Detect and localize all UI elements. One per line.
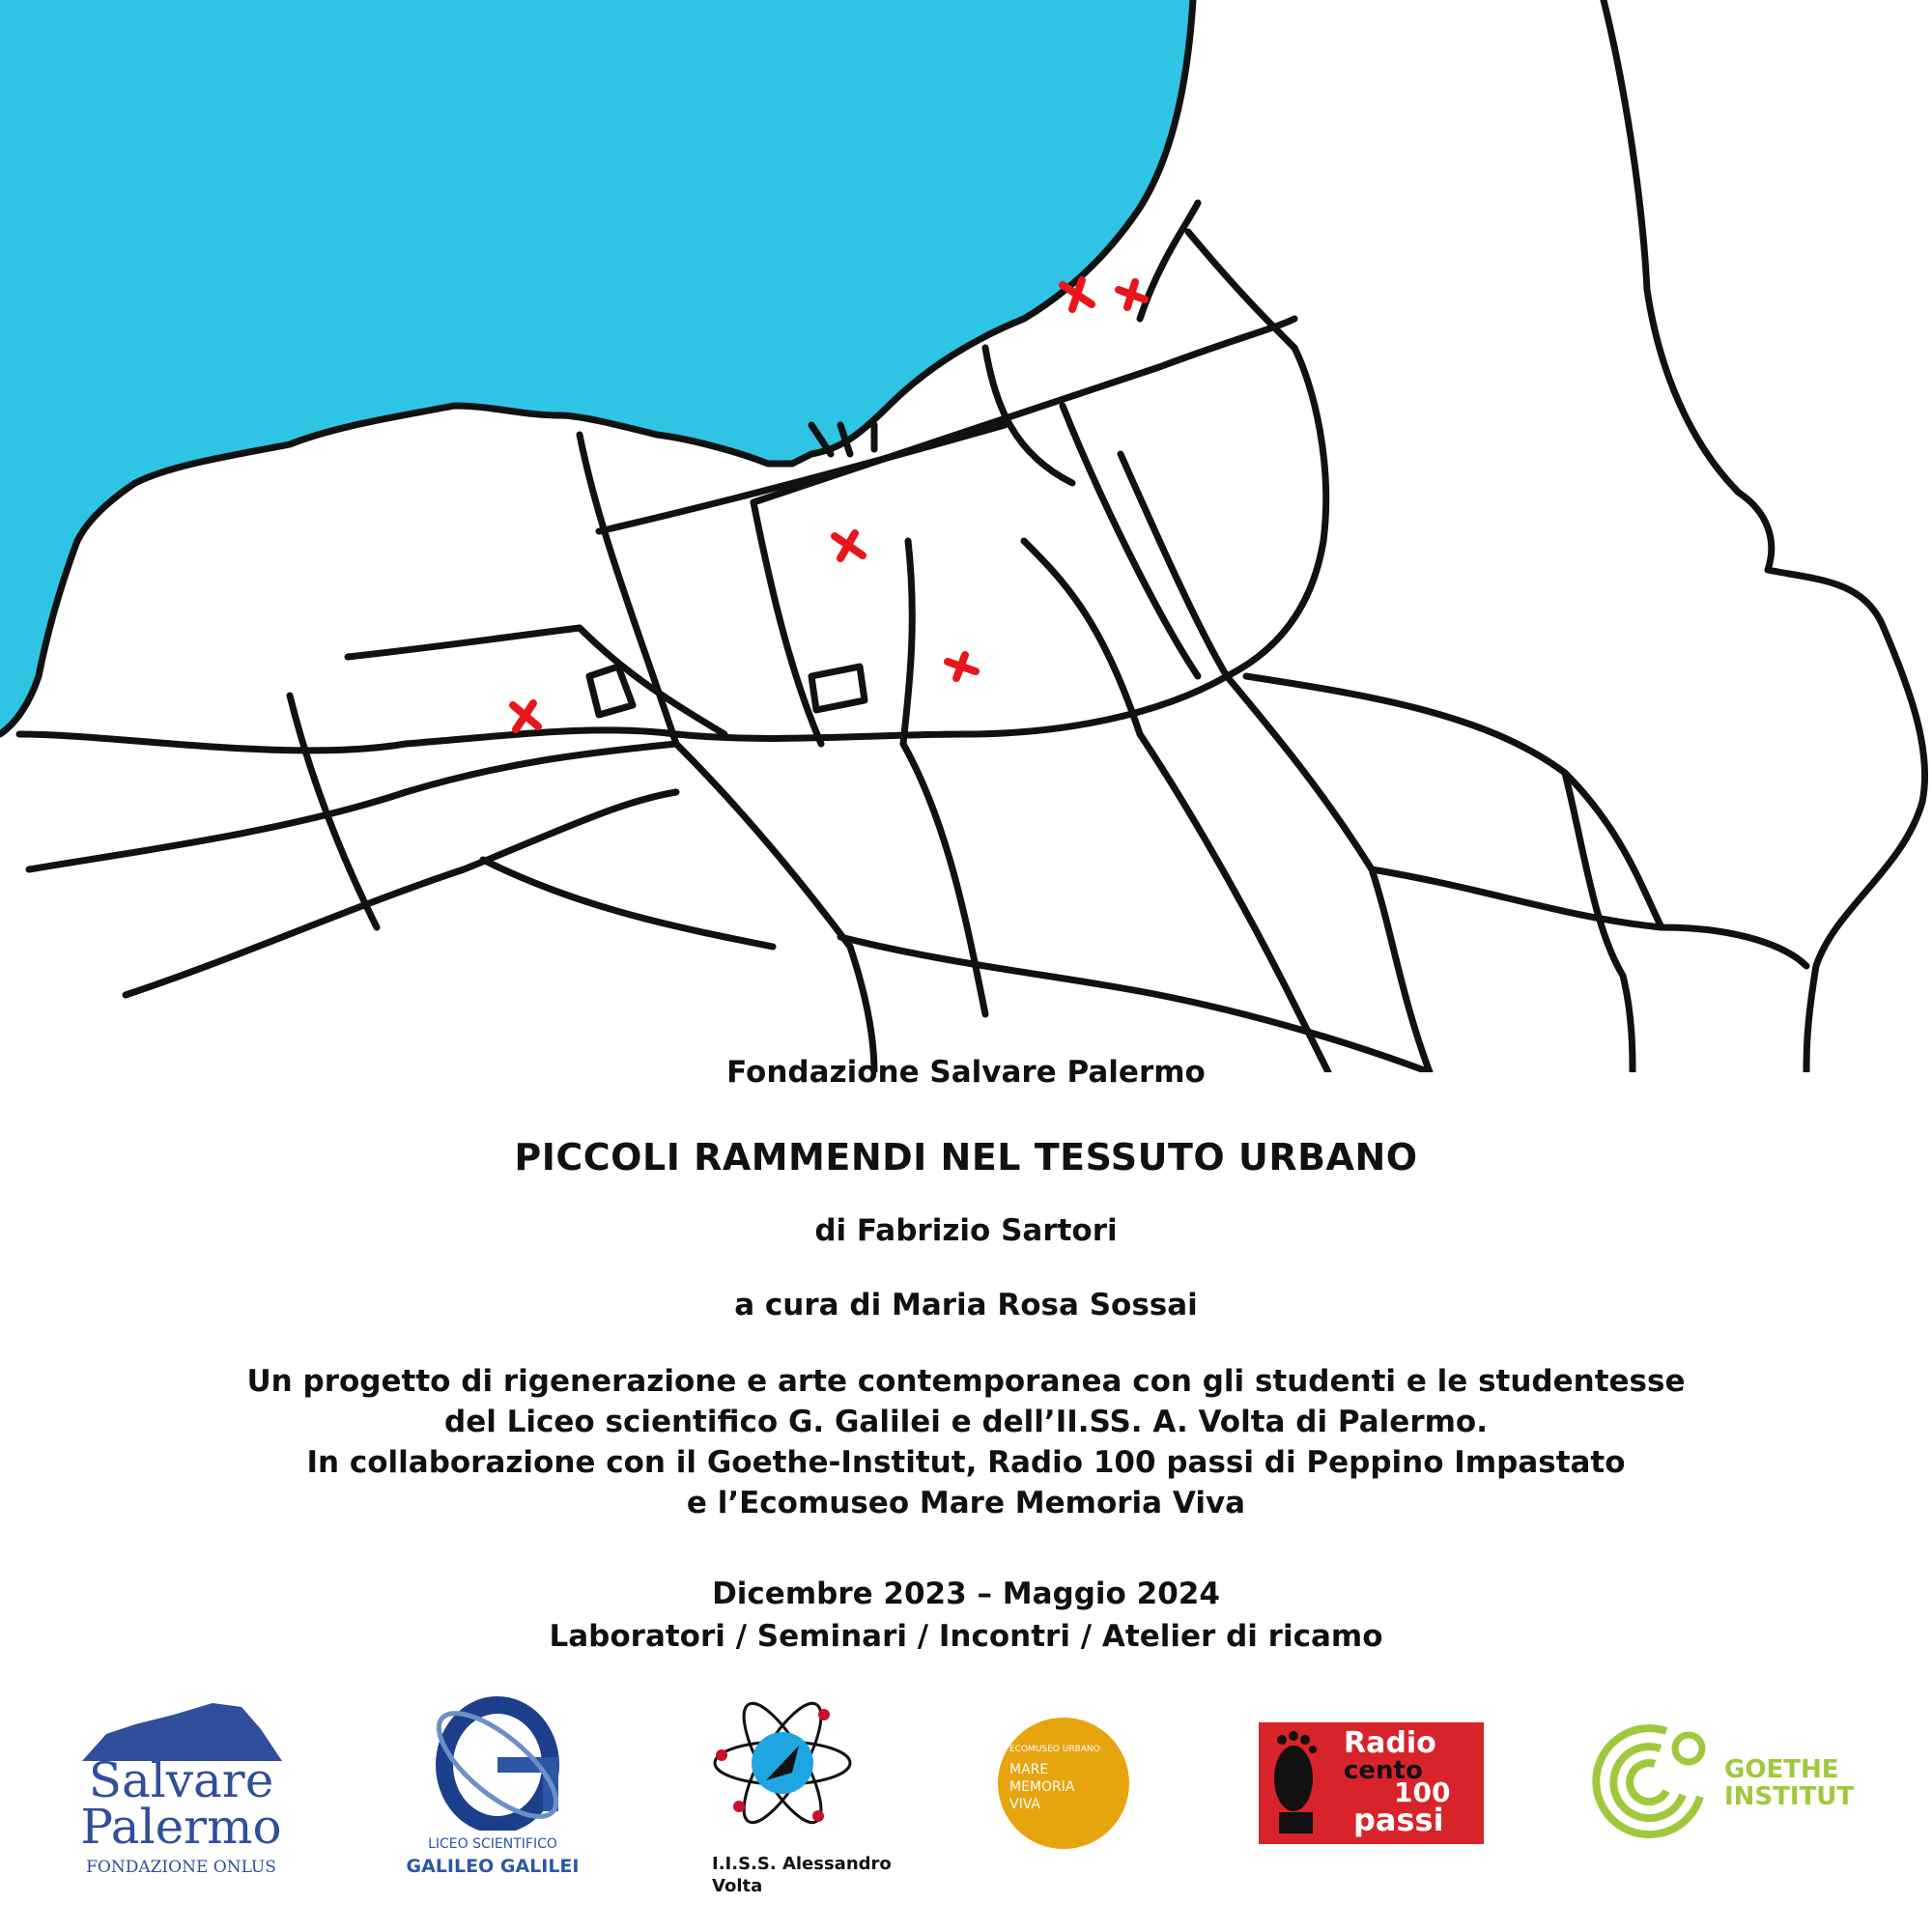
page-title: PICCOLI RAMMENDI NEL TESSUTO URBANO bbox=[514, 1136, 1418, 1179]
radio-100-passi-logo bbox=[1259, 1722, 1484, 1844]
curator-line: a cura di Maria Rosa Sossai bbox=[734, 1288, 1198, 1322]
volta-line1-text: I.I.S.S. Alessandro bbox=[712, 1854, 892, 1874]
marker-1 bbox=[1063, 280, 1092, 309]
cento-text: cento bbox=[1344, 1756, 1423, 1785]
goethe-text: GOETHE bbox=[1724, 1755, 1839, 1784]
fondazione-onlus-text: FONDAZIONE ONLUS bbox=[86, 1858, 276, 1877]
footprint-icon bbox=[1264, 1730, 1332, 1836]
viva-text: VIVA bbox=[1009, 1797, 1040, 1812]
description-line: del Liceo scientifico G. Galilei e dell’II.SS. A. Volta di Palermo. bbox=[444, 1405, 1488, 1439]
galileo-galilei-text: GALILEO GALILEI bbox=[406, 1856, 580, 1877]
ecomuseo-logo bbox=[998, 1718, 1129, 1849]
goethe-spiral-icon bbox=[1589, 1719, 1715, 1845]
description-line: In collaborazione con il Goethe-Institut, Radio 100 passi di Peppino Impastato bbox=[306, 1445, 1626, 1480]
date-range: Dicembre 2023 – Maggio 2024 bbox=[712, 1577, 1220, 1611]
memoria-text: MEMORIA bbox=[1009, 1779, 1075, 1795]
palermo-text: Palermo bbox=[80, 1799, 282, 1855]
description-line: Un progetto di rigenerazione e arte contemporanea con gli studenti e le studentesse bbox=[246, 1364, 1686, 1399]
activities-list: Laboratori / Seminari / Incontri / Atelier di ricamo bbox=[549, 1619, 1383, 1654]
liceo-scientifico-text: LICEO SCIENTIFICO bbox=[428, 1836, 557, 1852]
description-line: e l’Ecomuseo Mare Memoria Viva bbox=[686, 1486, 1246, 1520]
foundation-name: Fondazione Salvare Palermo bbox=[726, 1055, 1206, 1090]
marker-5 bbox=[513, 703, 538, 729]
schedule bbox=[0, 1573, 1932, 1658]
institut-text: INSTITUT bbox=[1724, 1782, 1855, 1811]
sea-area bbox=[0, 0, 1193, 734]
passi-text: passi bbox=[1353, 1802, 1444, 1838]
galilei-g-icon bbox=[406, 1695, 580, 1831]
salvare-palermo-logo bbox=[77, 1695, 285, 1889]
hundred-text: 100 bbox=[1394, 1776, 1451, 1808]
liceo-galilei-logo bbox=[406, 1695, 580, 1889]
iiss-volta-logo bbox=[700, 1695, 892, 1898]
salvare-text: Salvare bbox=[88, 1752, 274, 1808]
marker-2 bbox=[1119, 282, 1145, 307]
ecomuseo-urbano-text: ECOMUSEO URBANO bbox=[1009, 1745, 1100, 1754]
mare-text: MARE bbox=[1009, 1762, 1049, 1777]
atom-icon bbox=[710, 1695, 855, 1831]
marker-3 bbox=[835, 533, 863, 558]
project-description bbox=[0, 1361, 1932, 1523]
goethe-institut-logo bbox=[1589, 1719, 1860, 1845]
radio-text: Radio bbox=[1344, 1726, 1436, 1760]
volta-line2-text: Volta bbox=[712, 1876, 763, 1896]
marker-4 bbox=[948, 655, 976, 678]
author-line: di Fabrizio Sartori bbox=[814, 1213, 1118, 1248]
